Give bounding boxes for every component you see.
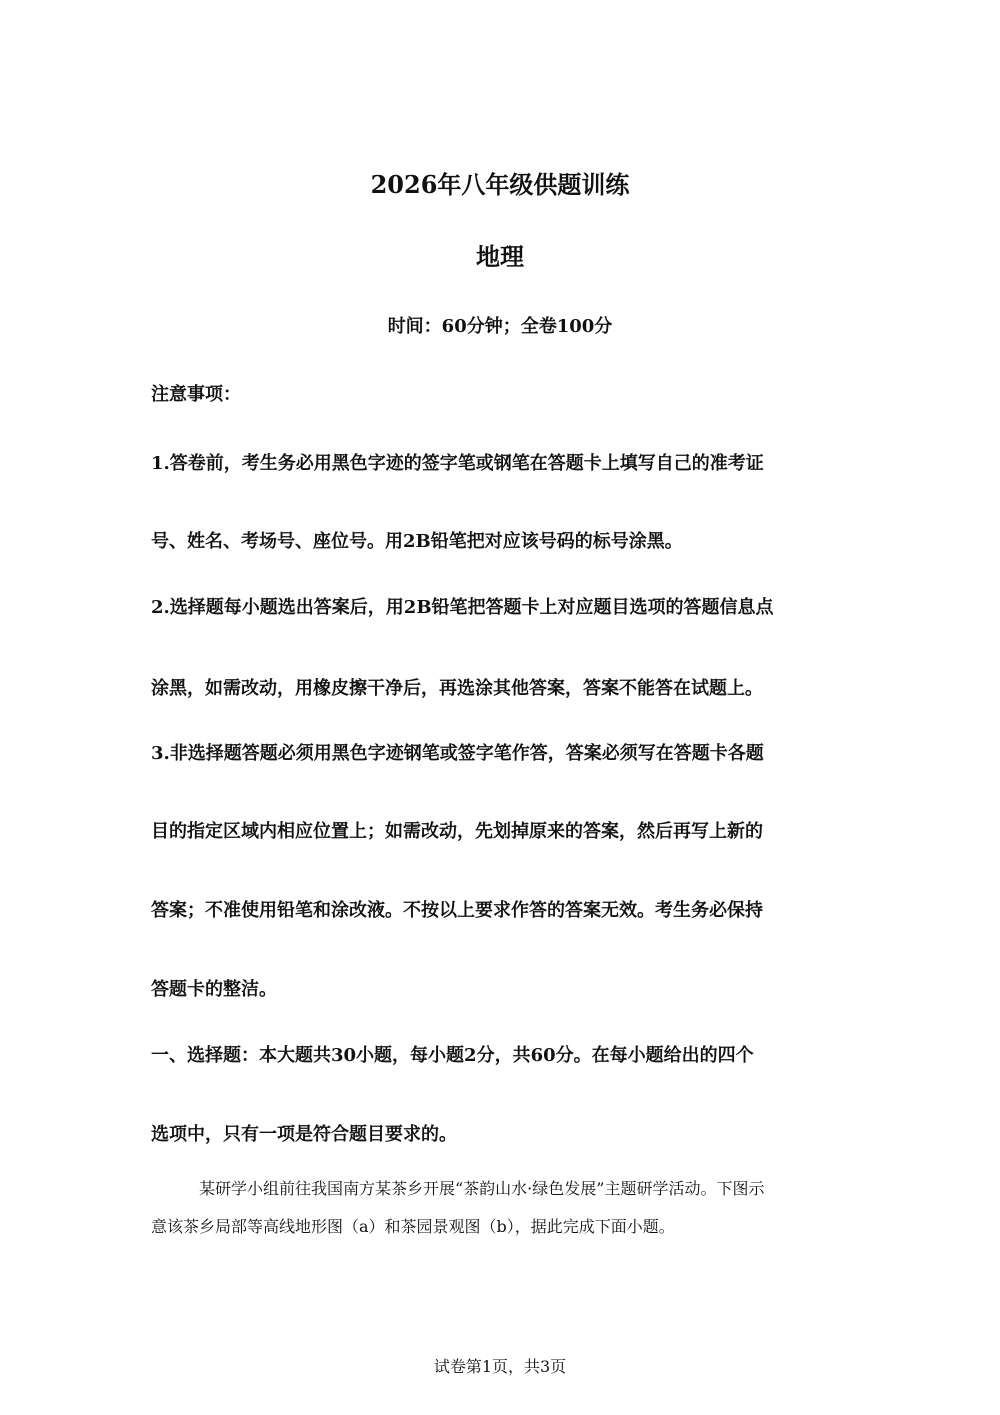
section-heading: 一、选择题：本大题共30小题，每小题2分，共60分。在每小题给出的四个 [151,1045,754,1066]
question-intro: 意该茶乡局部等高线地形图（a）和茶园景观图（b），据此完成下面小题。 [151,1217,675,1236]
notice-line: 涂黑，如需改动，用橡皮擦干净后，再选涂其他答案，答案不能答在试题上。 [151,678,763,699]
notice-line: 2.选择题每小题选出答案后，用2B铅笔把答题卡上对应题目选项的答题信息点 [151,597,774,618]
notice-line: 1.答卷前，考生务必用黑色字迹的签字笔或钢笔在答题卡上填写自己的准考证 [151,453,764,474]
time-info: 时间：60分钟；全卷100分 [387,316,613,337]
subject-title: 地理 [476,242,524,271]
notice-line: 号、姓名、考场号、座位号。用2B铅笔把对应该号码的标号涂黑。 [151,531,683,552]
notice-line: 答题卡的整洁。 [151,979,277,1000]
notice-line: 目的指定区域内相应位置上；如需改动，先划掉原来的答案，然后再写上新的 [151,821,763,842]
notice-line: 3.非选择题答题必须用黑色字迹钢笔或签字笔作答，答案必须写在答题卡各题 [151,743,764,764]
notice-heading: 注意事项： [151,384,241,405]
exam-title: 2026年八年级供题训练 [370,170,630,199]
question-intro: 某研学小组前往我国南方某茶乡开展“茶韵山水·绿色发展”主题研学活动。下图示 [199,1179,765,1198]
page-footer: 试卷第1页，共3页 [433,1357,567,1376]
notice-line: 答案；不准使用铅笔和涂改液。不按以上要求作答的答案无效。考生务必保持 [151,900,763,921]
section-heading: 选项中，只有一项是符合题目要求的。 [151,1124,457,1145]
